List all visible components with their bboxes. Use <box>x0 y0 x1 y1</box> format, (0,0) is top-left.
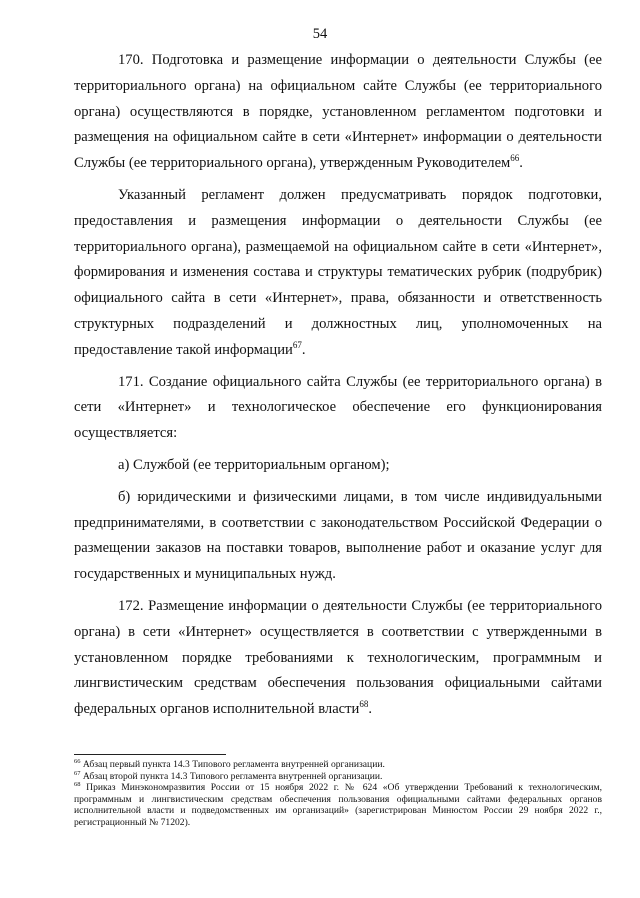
paragraph-171-a <box>74 453 602 479</box>
body-text <box>74 48 602 723</box>
footnote-ref-68[interactable]: 68 <box>359 699 369 710</box>
footnote-separator <box>74 754 226 755</box>
paragraph-tail: . <box>301 341 306 358</box>
footnote-67 <box>74 771 602 783</box>
paragraph-text: Указанный регламент должен предусматривать порядок подготовки, предоставления и размещения информации о деятельности Службы (ее территориального органа), размещаемой на официальном сайте в сети «Интернет», формирования и изменения состава и структуры тематических рубрик (подрубрик) официального сайта в сети «Интернет», права, обязанности и ответственность структурных подразделений и должностных лиц, уполномоченных на предоставление такой информации <box>74 186 602 358</box>
footnote-66 <box>74 759 602 771</box>
paragraph-171 <box>74 370 602 447</box>
paragraph-text: 172. Размещение информации о деятельности Службы (ее территориального органа) в сети «Интернет» осуществляется в соответствии с утвержденными в установленном порядке требованиями к технологическим, программным и лингвистическим средствам обеспечения пользования официальными сайтами федеральных органов исполнительной власти <box>74 597 602 718</box>
footnote-ref-66[interactable]: 66 <box>510 153 520 164</box>
footnote-text: Приказ Минэкономразвития России от 15 ноября 2022 г. № 624 «Об утверждении Требований к технологическим, программным и лингвистическим средствам обеспечения пользования официальными сайтами федеральных органов исполнительной власти и подведомственных им организаций» (зарегистрирован Минюстом России 29 ноября 2022 г., регистрационный № 71202). <box>74 782 602 828</box>
footnotes <box>74 759 602 829</box>
footnote-text: Абзац второй пункта 14.3 Типового регламента внутренней организации. <box>80 770 383 782</box>
paragraph-regulation <box>74 183 602 364</box>
footnote-68 <box>74 782 602 828</box>
paragraph-tail: . <box>519 155 523 172</box>
footnote-number: 68 <box>74 781 81 788</box>
paragraph-text: а) Службой (ее территориальным органом); <box>118 456 390 473</box>
paragraph-text: б) юридическими и физическими лицами, в том числе индивидуальными предпринимателями, в соответствии с законодательством Российской Федерации о размещении заказов на поставки товаров, выполнение работ и оказание услуг для государственных и муниципальных нужд. <box>74 488 602 583</box>
footnote-ref-67[interactable]: 67 <box>292 339 302 350</box>
footnote-number: 67 <box>74 769 81 777</box>
footnote-number: 66 <box>74 757 81 765</box>
paragraph-text: 171. Создание официального сайта Службы (ее территориального органа) в сети «Интернет» и технологическое обеспечение его функционирования осуществляется: <box>74 373 602 442</box>
footnote-text: Абзац первый пункта 14.3 Типового регламента внутренней организации. <box>80 759 385 770</box>
paragraph-170 <box>74 48 602 177</box>
page-number: 54 <box>312 26 328 42</box>
paragraph-172 <box>74 594 602 723</box>
paragraph-tail: . <box>368 701 372 718</box>
paragraph-text: 170. Подготовка и размещение информации о деятельности Службы (ее территориального органа) на официальном сайте Службы (ее территориального органа) осуществляются в порядке, установленном регламентом подготовки и размещения на официальном сайте в сети «Интернет» информации о деятельности Службы (ее территориального органа), утвержденным Руководителем <box>74 52 602 172</box>
paragraph-171-b <box>74 485 602 588</box>
